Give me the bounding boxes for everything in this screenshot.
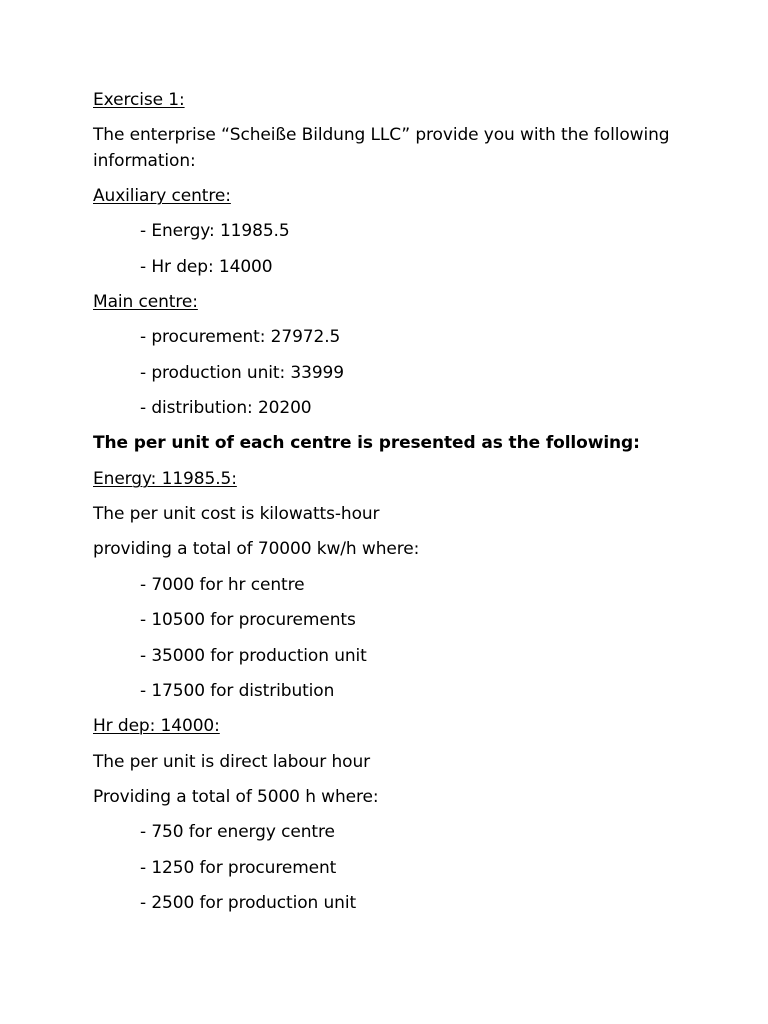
- energy-text-line-1: The per unit cost is kilowatts-hour: [93, 504, 380, 524]
- main-item-distribution: - distribution: 20200: [140, 398, 312, 418]
- per-unit-heading: The per unit of each centre is presented as the following:: [93, 433, 640, 453]
- main-centre-heading: Main centre:: [93, 292, 198, 312]
- hr-heading: Hr dep: 14000:: [93, 716, 220, 736]
- auxiliary-centre-heading: Auxiliary centre:: [93, 186, 231, 206]
- main-item-production: - production unit: 33999: [140, 363, 344, 383]
- hr-text-line-2: Providing a total of 5000 h where:: [93, 787, 379, 807]
- exercise-title: Exercise 1:: [93, 90, 185, 110]
- energy-item-hr: - 7000 for hr centre: [140, 575, 305, 595]
- energy-heading: Energy: 11985.5:: [93, 469, 237, 489]
- energy-item-procurements: - 10500 for procurements: [140, 610, 356, 630]
- auxiliary-item-energy: - Energy: 11985.5: [140, 221, 290, 241]
- energy-item-distribution: - 17500 for distribution: [140, 681, 335, 701]
- main-item-procurement: - procurement: 27972.5: [140, 327, 341, 347]
- hr-text-line-1: The per unit is direct labour hour: [93, 752, 371, 772]
- hr-item-production: - 2500 for production unit: [140, 893, 357, 913]
- intro-text-line-2: information:: [93, 151, 196, 171]
- auxiliary-item-hr: - Hr dep: 14000: [140, 257, 273, 277]
- hr-item-energy: - 750 for energy centre: [140, 822, 335, 842]
- intro-text-line-1: The enterprise “Scheiße Bildung LLC” provide you with the following: [93, 125, 670, 145]
- energy-item-production: - 35000 for production unit: [140, 646, 367, 666]
- energy-text-line-2: providing a total of 70000 kw/h where:: [93, 539, 420, 559]
- hr-item-procurement: - 1250 for procurement: [140, 858, 337, 878]
